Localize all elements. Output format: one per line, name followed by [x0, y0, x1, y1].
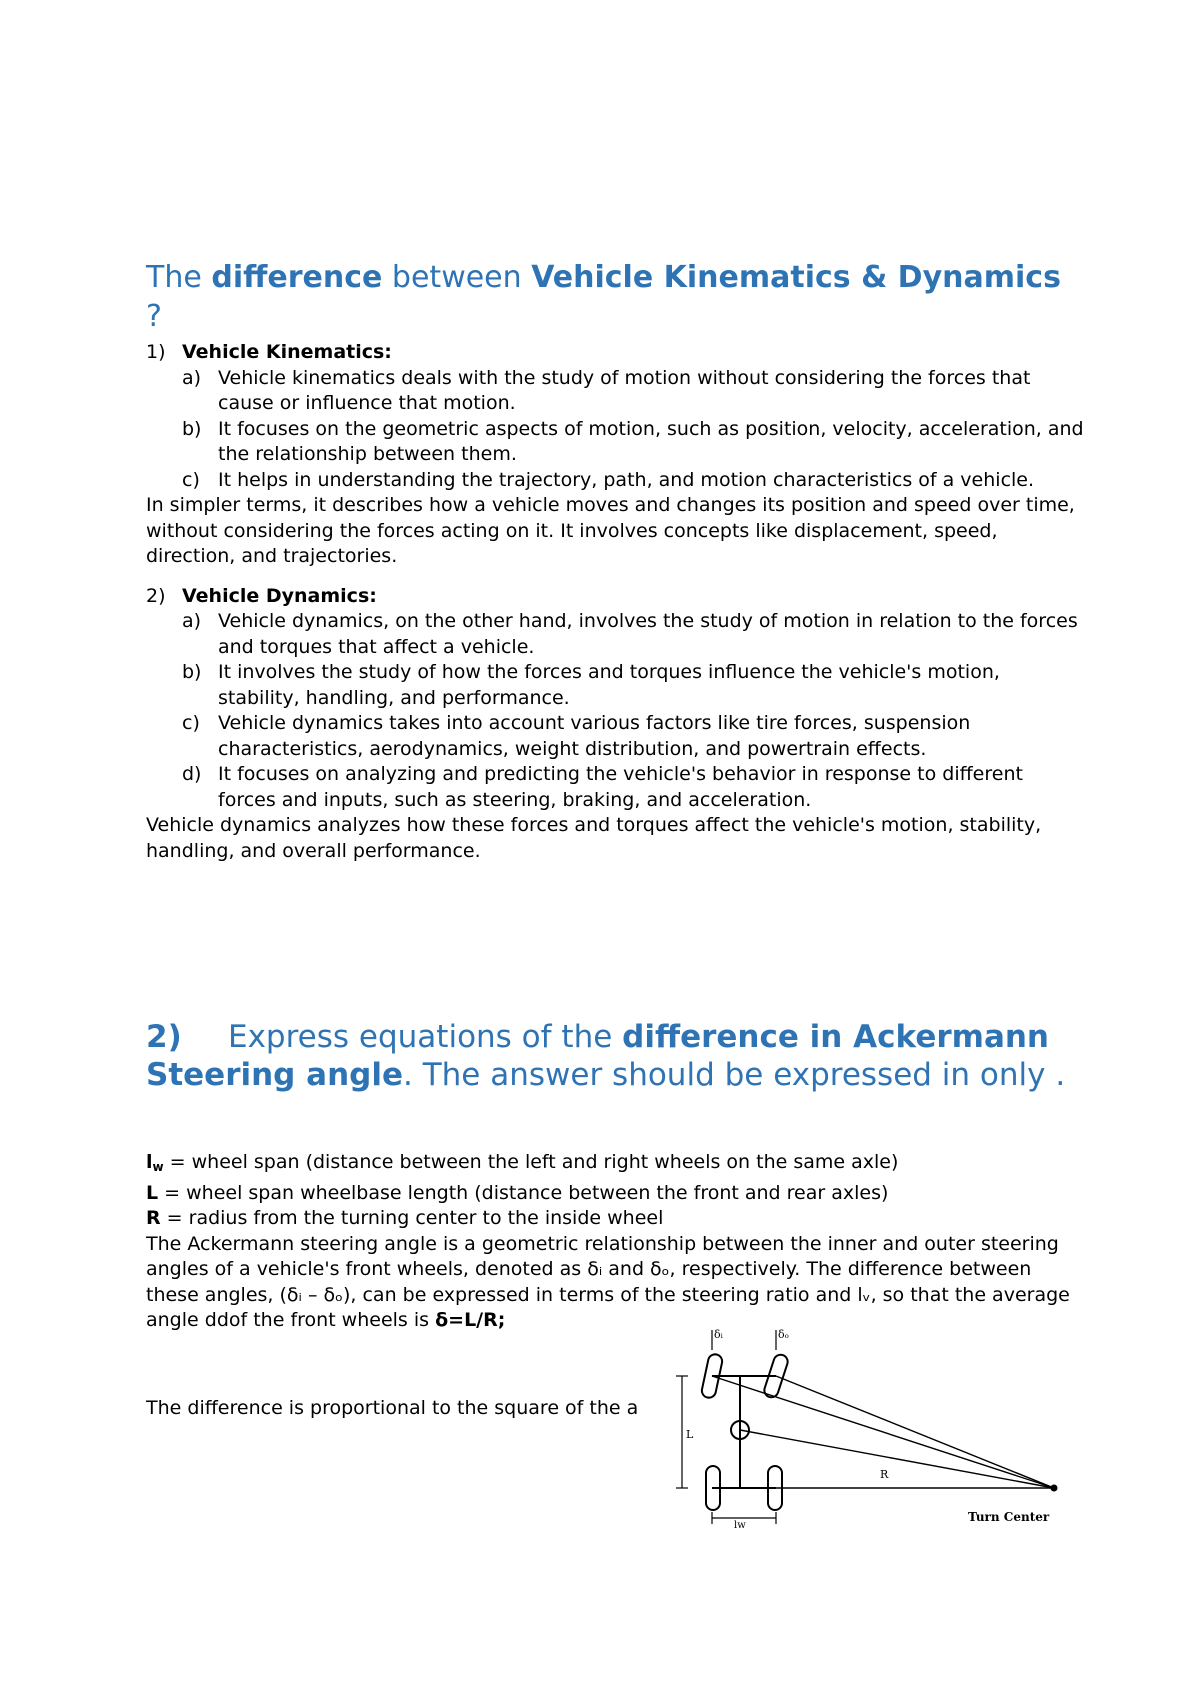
section-number: 1)	[146, 341, 166, 363]
list-item	[146, 417, 1086, 468]
item-text: It helps in understanding the trajectory, path, and motion characteristics of a vehicle.	[218, 468, 1035, 491]
list-item	[146, 762, 1086, 813]
heading-text: . The answer should be expressed in only .	[403, 1057, 1066, 1093]
symbol: l	[146, 1151, 153, 1173]
proportional-text: The difference is proportional to the square of the a	[146, 1396, 639, 1419]
item-text: It focuses on the geometric aspects of motion, such as position, velocity, acceleration, and the relationship between them.	[218, 417, 1084, 465]
paragraph-text: The Ackermann steering angle is a geometric relationship between the inner and outer steering angles of a vehicle's front wheels, denoted as δᵢ and δₒ, respectively. The difference between these angles, (δᵢ – δₒ), can be expressed in terms of the steering ratio and lᵥ, so that the average angle ddof the front wheels is	[146, 1232, 1070, 1331]
item-letter: c)	[182, 712, 200, 734]
section-summary: In simpler terms, it describes how a vehicle moves and changes its position and speed over time, without considering the forces acting on it. It involves concepts like displacement, speed, direction, and trajectories.	[146, 494, 1075, 567]
subscript: w	[152, 1160, 164, 1174]
item-letter: b)	[182, 417, 202, 440]
item-letter: a)	[182, 366, 202, 389]
cg-ray	[740, 1430, 1054, 1488]
item-letter: b)	[182, 661, 202, 683]
section-number: 2)	[146, 584, 166, 607]
heading-text: Express equations of the	[228, 1019, 623, 1055]
definition-text: = wheel span (distance between the left and right wheels on the same axle)	[163, 1151, 899, 1173]
question-number: 2)	[146, 1019, 182, 1055]
section-heading	[146, 340, 1086, 366]
section-title: Vehicle Dynamics:	[182, 584, 377, 607]
title-text: The	[146, 260, 212, 295]
list-item	[146, 366, 1086, 417]
title-emphasis: difference	[211, 260, 383, 295]
item-text: Vehicle dynamics, on the other hand, involves the study of motion in relation to the forces and torques that affect a vehicle.	[218, 610, 1078, 658]
section-title: Vehicle Kinematics:	[182, 341, 392, 363]
section-kinematics	[146, 340, 1086, 864]
section-summary: Vehicle dynamics analyzes how these forces and torques affect the vehicle's motion, stability, handling, and overall performance.	[146, 814, 1042, 862]
symbol: L	[146, 1181, 159, 1204]
item-letter: d)	[182, 763, 202, 785]
section-heading	[146, 584, 1086, 610]
ackermann-paragraph	[146, 1232, 1086, 1334]
turn-center-point	[1051, 1485, 1058, 1492]
list-item	[146, 660, 1086, 711]
label-lw: lw	[734, 1520, 746, 1528]
definition-lw	[146, 1150, 1086, 1181]
label-delta-i: δᵢ	[714, 1328, 723, 1341]
definition-text: = wheel span wheelbase length (distance between the front and rear axles)	[158, 1181, 889, 1204]
question-heading	[146, 1018, 1106, 1094]
label-R: R	[880, 1468, 889, 1481]
item-text: It involves the study of how the forces and torques influence the vehicle's motion, stability, handling, and performance.	[218, 661, 1000, 709]
symbol: R	[146, 1207, 161, 1229]
definition-text: = radius from the turning center to the inside wheel	[160, 1207, 664, 1229]
page-title	[146, 258, 1086, 336]
item-text: Vehicle dynamics takes into account various factors like tire forces, suspension characteristics, aerodynamics, weight distribution, and powertrain effects.	[218, 712, 971, 760]
item-text: It focuses on analyzing and predicting the vehicle's behavior in response to different forces and inputs, such as steering, braking, and acceleration.	[218, 763, 1023, 811]
list-item	[146, 711, 1086, 762]
formula: δ=L/R;	[435, 1309, 506, 1331]
item-letter: a)	[182, 610, 202, 632]
list-item	[146, 468, 1086, 494]
label-turn-center: Turn Center	[968, 1510, 1050, 1524]
title-text: ?	[146, 299, 162, 334]
definition-R	[146, 1206, 1086, 1232]
label-L: L	[686, 1428, 694, 1441]
definition-L	[146, 1181, 1086, 1207]
title-emphasis: Vehicle Kinematics & Dynamics	[531, 260, 1061, 295]
heading-emphasis: difference in Ackermann Steering angle	[146, 1019, 1049, 1093]
item-text: Vehicle kinematics deals with the study of motion without considering the forces that cause or influence that motion.	[218, 366, 1031, 414]
item-letter: c)	[182, 468, 200, 491]
outer-ray	[776, 1376, 1054, 1488]
title-text: between	[382, 260, 532, 295]
ackermann-diagram	[672, 1328, 1064, 1528]
list-item	[146, 609, 1086, 660]
label-delta-o: δₒ	[778, 1328, 789, 1341]
